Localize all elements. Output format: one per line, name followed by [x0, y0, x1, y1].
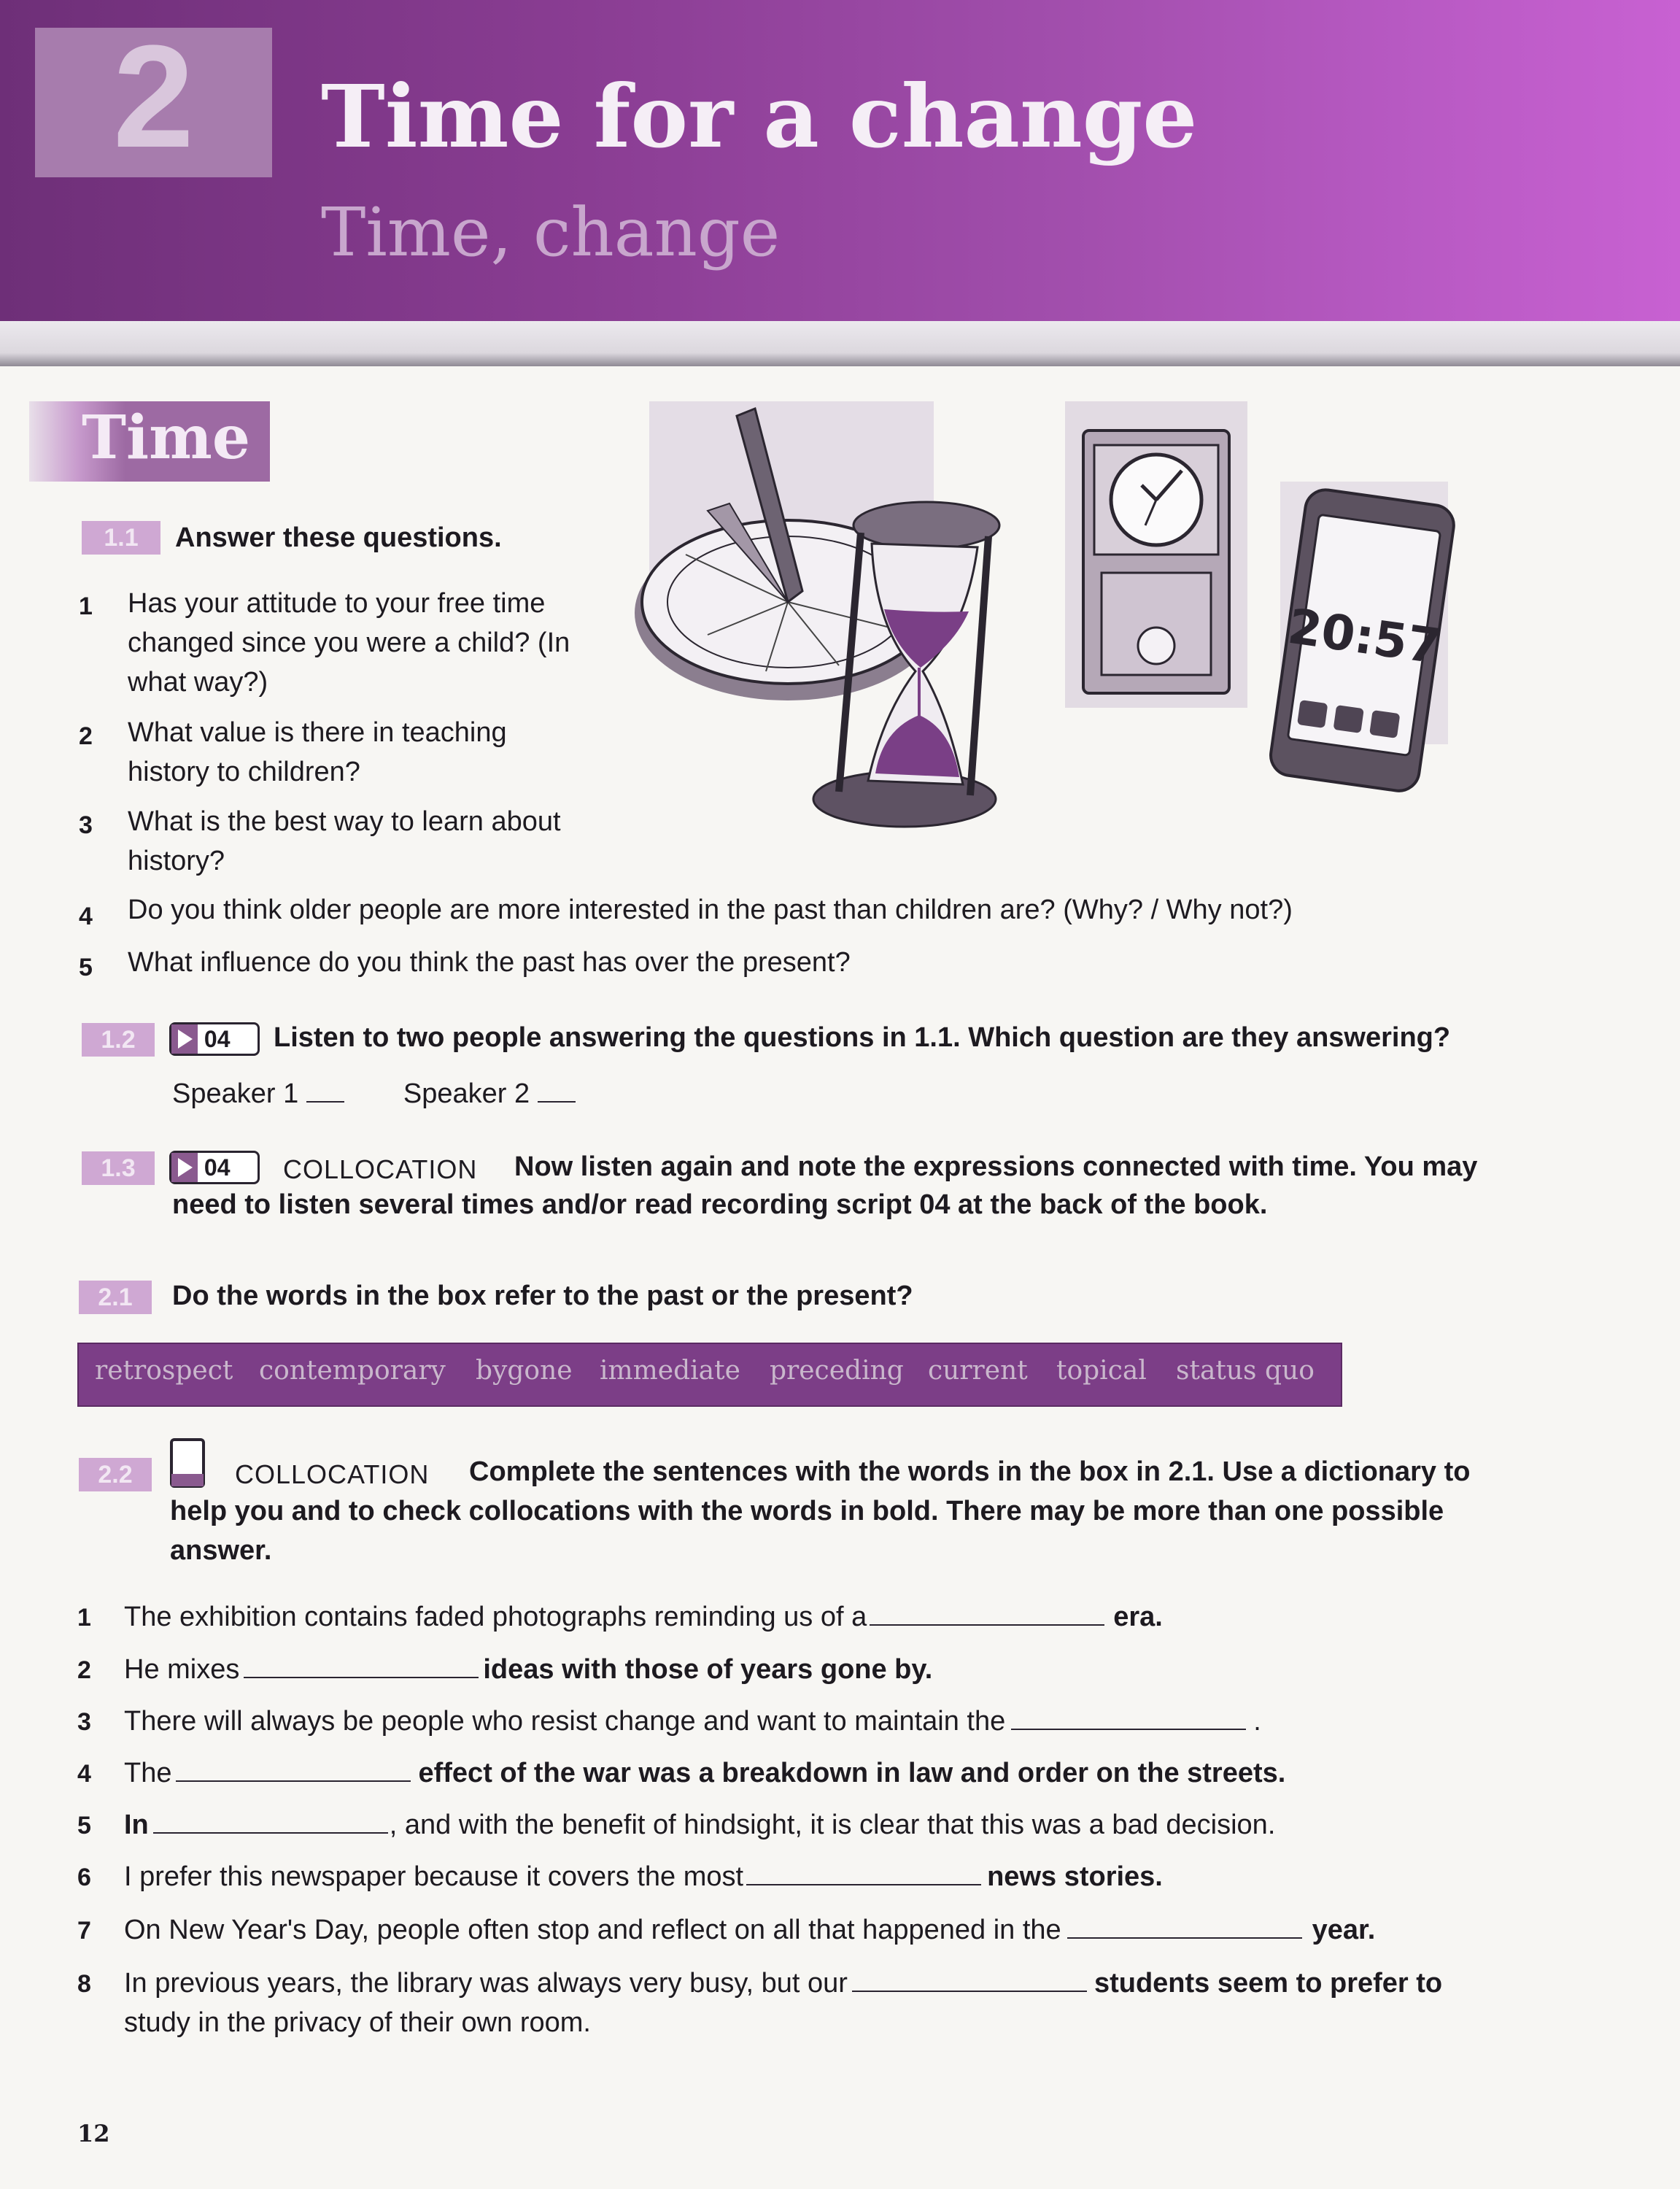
- smartphone-icon: [1268, 482, 1456, 793]
- sentence: [124, 1602, 1163, 1633]
- word-box-item: status quo: [1176, 1356, 1315, 1386]
- speaker-1-blank[interactable]: [306, 1100, 344, 1103]
- sentence-bold-text: news stories.: [987, 1861, 1163, 1892]
- play-icon: [171, 1153, 198, 1182]
- dictionary-icon: [169, 1437, 207, 1490]
- question-text: [128, 802, 561, 881]
- sentence: [124, 1968, 1442, 1999]
- sentence-text: , and with the benefit of hindsight, it is clear that this was a bad decision.: [389, 1810, 1276, 1840]
- exercise-badge: 1.1: [82, 521, 160, 555]
- sentence-text: I prefer this newspaper because it covers the most: [124, 1861, 744, 1892]
- answer-blank[interactable]: [870, 1624, 1104, 1626]
- question-text: [128, 713, 507, 792]
- sentence-bold-text: effect of the war was a breakdown in law and order on the streets.: [418, 1758, 1286, 1788]
- answer-blank[interactable]: [852, 1990, 1087, 1992]
- unit-number: 2: [112, 15, 195, 178]
- sentence: [124, 1861, 1163, 1893]
- exercise-instruction: Listen to two people answering the questions in 1.1. Which question are they answering?: [274, 1022, 1451, 1053]
- question-number: 1: [79, 592, 93, 620]
- sentence-bold-text: era.: [1113, 1602, 1163, 1632]
- sentence-number: 3: [77, 1708, 91, 1736]
- section-title: Time: [82, 403, 251, 473]
- sentence-bold-text: ideas with those of years gone by.: [483, 1654, 933, 1685]
- sentence: [124, 1654, 932, 1686]
- sentence-number: 1: [77, 1604, 91, 1632]
- clock-icon: [1065, 401, 1247, 708]
- question-line: history?: [128, 846, 225, 876]
- exercise-instruction-continued: help you and to check collocations with the words in bold. There may be more than one possible: [170, 1496, 1444, 1526]
- sentence-number: 2: [77, 1656, 91, 1684]
- track-number: 04: [204, 1026, 231, 1052]
- exercise-badge: 2.2: [79, 1458, 152, 1491]
- answer-blank[interactable]: [244, 1676, 479, 1678]
- sentence: [124, 1706, 1261, 1737]
- sentence-continued: study in the privacy of their own room.: [124, 2007, 591, 2038]
- unit-title: Time for a change: [321, 66, 1198, 167]
- sentence-bold-text: year.: [1312, 1915, 1376, 1945]
- exercise-badge: 1.3: [82, 1151, 155, 1185]
- question-line: what way?): [128, 667, 268, 698]
- speaker-2-blank[interactable]: [538, 1100, 576, 1103]
- question-text: [128, 584, 570, 702]
- word-box-item: contemporary: [259, 1356, 446, 1386]
- exercise-badge: 2.1: [79, 1281, 152, 1314]
- audio-track-button[interactable]: [169, 1022, 260, 1056]
- exercise-instruction-continued: answer.: [170, 1535, 272, 1566]
- question-text: Do you think older people are more interested in the past than children are? (Why? / Why not?): [128, 895, 1293, 925]
- audio-track-button[interactable]: [169, 1151, 260, 1184]
- word-box-item: topical: [1056, 1356, 1147, 1386]
- exercise-instruction: Answer these questions.: [175, 522, 502, 553]
- speaker-2-label: Speaker 2: [403, 1078, 530, 1109]
- answer-blank[interactable]: [176, 1780, 411, 1782]
- question-text: What influence do you think the past has over the present?: [128, 947, 851, 978]
- collocation-tag: COLLOCATION: [283, 1154, 478, 1184]
- sentence-text: The exhibition contains faded photographs reminding us of a: [124, 1602, 867, 1632]
- sentence-text: There will always be people who resist change and want to maintain the: [124, 1706, 1006, 1737]
- page-number: 12: [77, 2120, 110, 2147]
- sentence-bold-text: students seem to prefer to: [1093, 1968, 1443, 1999]
- sentence-text: On New Year's Day, people often stop and reflect on all that happened in the: [124, 1915, 1061, 1945]
- sentence: [124, 1810, 1275, 1841]
- unit-subtitle: Time, change: [321, 193, 781, 271]
- sentence-text: In previous years, the library was always very busy, but our: [124, 1968, 848, 1999]
- sentence-text: .: [1253, 1706, 1261, 1737]
- collocation-tag: COLLOCATION: [235, 1459, 430, 1489]
- exercise-instruction: Now listen again and note the expressions connected with time. You may: [514, 1151, 1478, 1182]
- question-line: What is the best way to learn about: [128, 806, 561, 837]
- sentence-text: He mixes: [124, 1654, 240, 1685]
- phone-time: 20:57: [1284, 598, 1444, 676]
- track-number: 04: [204, 1154, 231, 1181]
- answer-blank[interactable]: [1067, 1937, 1302, 1939]
- exercise-instruction: Do the words in the box refer to the past or the present?: [172, 1281, 913, 1311]
- exercise-instruction: Complete the sentences with the words in the box in 2.1. Use a dictionary to: [469, 1456, 1471, 1487]
- question-line: changed since you were a child? (In: [128, 628, 570, 658]
- sentence-bold-text: In: [124, 1810, 149, 1840]
- answer-blank[interactable]: [746, 1883, 981, 1885]
- answer-blank[interactable]: [1011, 1728, 1246, 1730]
- question-line: What value is there in teaching: [128, 717, 507, 748]
- exercise-badge: 1.2: [82, 1023, 155, 1057]
- sentence-number: 6: [77, 1864, 91, 1891]
- sentence-number: 7: [77, 1917, 91, 1945]
- answer-blank[interactable]: [153, 1831, 388, 1834]
- sentence-number: 5: [77, 1812, 91, 1839]
- sentence-number: 4: [77, 1760, 91, 1788]
- question-number: 3: [79, 811, 93, 839]
- question-line: Has your attitude to your free time: [128, 588, 546, 619]
- speaker-1-label: Speaker 1: [172, 1078, 299, 1109]
- question-number: 4: [79, 903, 93, 930]
- header-divider: [0, 321, 1680, 366]
- word-box-item: preceding: [770, 1356, 904, 1386]
- word-box-item: retrospect: [95, 1356, 233, 1386]
- word-box-item: bygone: [476, 1356, 573, 1386]
- word-box-item: immediate: [600, 1356, 740, 1386]
- question-number: 2: [79, 722, 93, 750]
- exercise-instruction-continued: need to listen several times and/or read recording script 04 at the back of the book.: [172, 1189, 1268, 1220]
- speaker-answers: [172, 1074, 576, 1113]
- question-number: 5: [79, 954, 93, 981]
- word-box-item: current: [928, 1356, 1028, 1386]
- time-illustration: [620, 394, 1481, 905]
- sentence-number: 8: [77, 1970, 91, 1998]
- sentence: [124, 1758, 1285, 1789]
- question-line: history to children?: [128, 757, 360, 787]
- sentence-text: The: [124, 1758, 172, 1788]
- sentence: [124, 1915, 1375, 1946]
- play-icon: [171, 1024, 198, 1054]
